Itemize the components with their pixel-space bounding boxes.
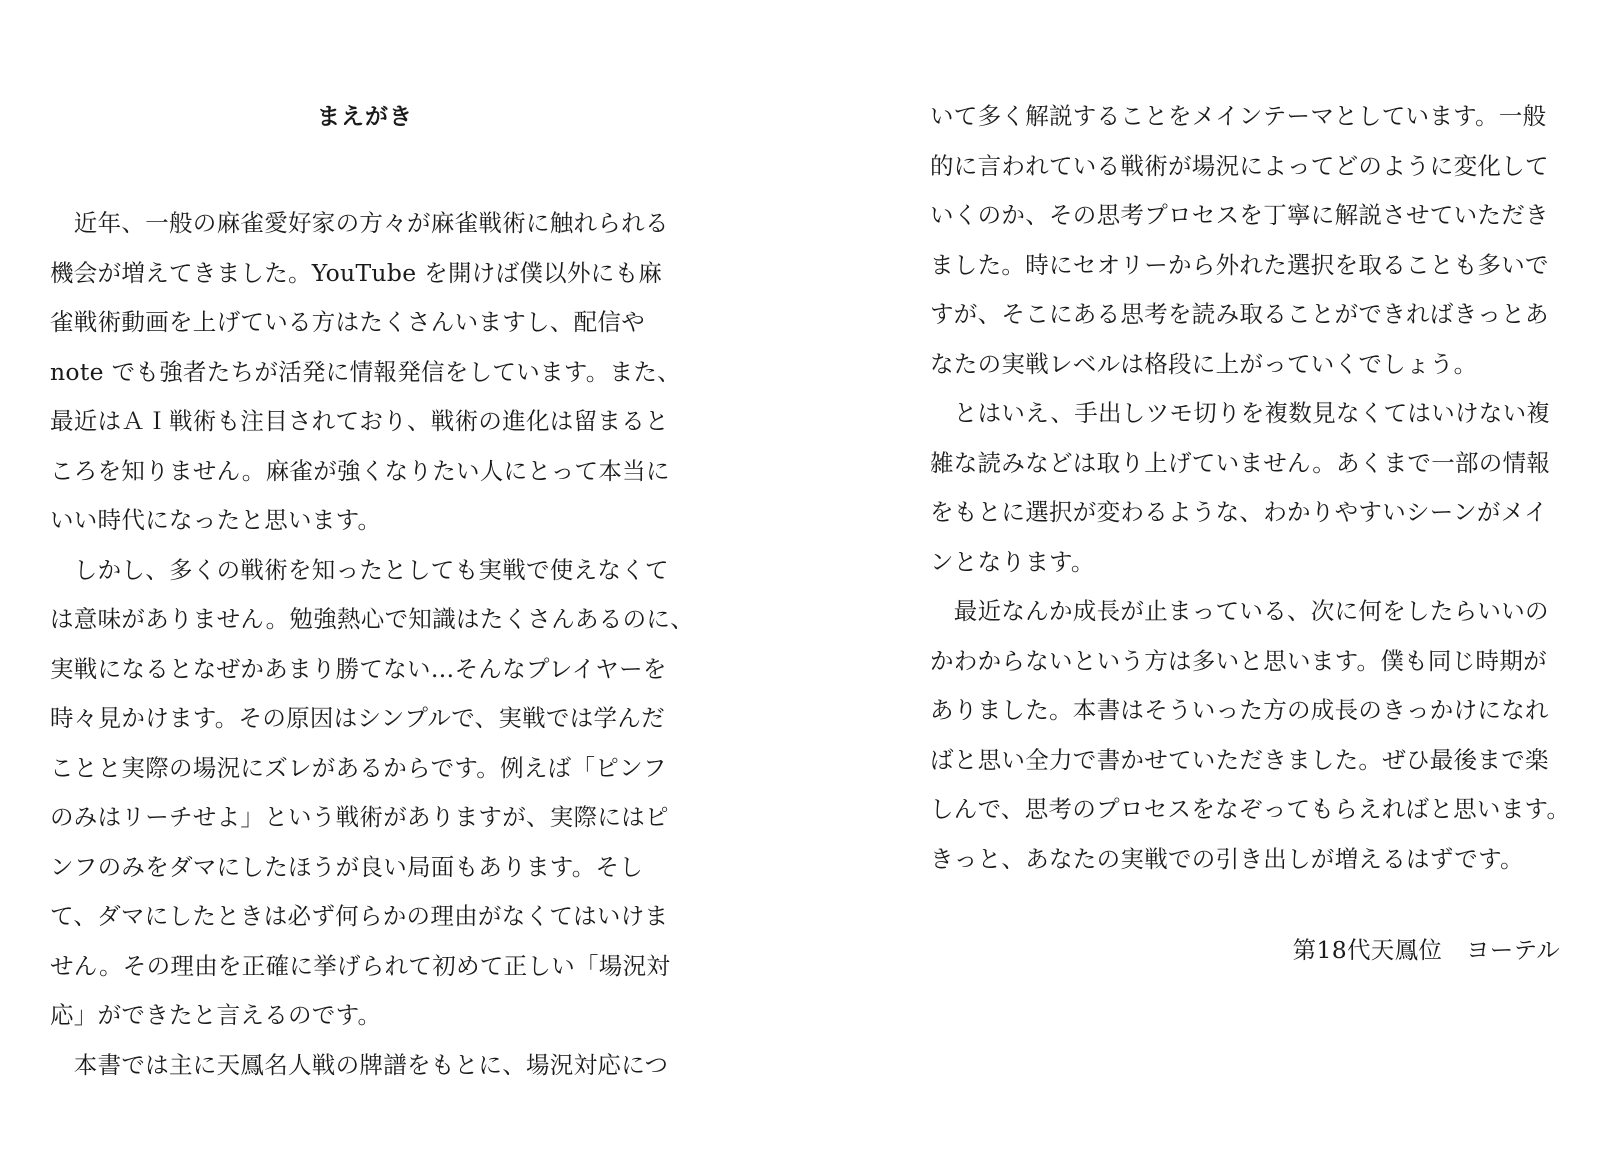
text-line: 実戦になるとなぜかあまり勝てない…そんなプレイヤーを: [50, 654, 667, 683]
text-line: note でも強者たちが活発に情報発信をしています。また、: [50, 357, 681, 386]
text-line: しんで、思考のプロセスをなぞってもらえればと思います。: [930, 795, 1571, 823]
text-line: 最近はＡＩ戦術も注目されており、戦術の進化は留まると: [50, 407, 669, 435]
text-line: は意味がありません。勉強熱心で知識はたくさんあるのに、: [50, 605, 695, 633]
author-signature: 第18代天鳳位 ヨーテル: [1292, 936, 1560, 964]
text-line: のみはリーチせよ」という戦術がありますが、実際にはピ: [50, 803, 669, 831]
text-line: 雑な読みなどは取り上げていません。あくまで一部の情報: [930, 448, 1551, 477]
text-line: いい時代になったと思います。: [50, 506, 382, 534]
right-page-body: [930, 92, 1571, 884]
text-line: ありました。本書はそういった方の成長のきっかけになれ: [930, 696, 1549, 724]
preface-heading: まえがき: [317, 104, 413, 130]
text-line: すが、そこにある思考を読み取ることができればきっとあ: [930, 300, 1549, 328]
text-line: かわからないという方は多いと思います。僕も同じ時期が: [930, 646, 1547, 675]
text-line: いて多く解説することをメインテーマとしています。一般: [930, 102, 1547, 130]
text-line: ことと実際の場況にズレがあるからです。例えば「ピンフ: [50, 753, 667, 782]
text-line: 時々見かけます。その原因はシンプルで、実戦では学んだ: [50, 704, 665, 732]
text-line: をもとに選択が変わるような、わかりやすいシーンがメイ: [930, 498, 1548, 526]
text-line: 応」ができたと言えるのです。: [50, 1001, 382, 1029]
text-line: なたの実戦レベルは格段に上がっていくでしょう。: [930, 349, 1478, 378]
text-line: 雀戦術動画を上げている方はたくさんいますし、配信や: [50, 308, 645, 336]
text-line: ました。時にセオリーから外れた選択を取ることも多いで: [930, 250, 1549, 279]
text-line: しかし、多くの戦術を知ったとしても実戦で使えなくて: [50, 555, 669, 584]
text-line: 機会が増えてきました。YouTube を開けば僕以外にも麻: [50, 258, 663, 287]
text-line: ンとなります。: [930, 547, 1095, 576]
text-line: せん。その理由を正確に挙げられて初めて正しい「場況対: [50, 951, 671, 980]
text-line: 最近なんか成長が止まっている、次に何をしたらいいの: [930, 597, 1549, 625]
text-line: きっと、あなたの実戦での引き出しが増えるはずです。: [930, 844, 1524, 873]
left-page-body: [50, 199, 695, 1090]
text-line: て、ダマにしたときは必ず何らかの理由がなくてはいけま: [50, 902, 669, 930]
text-line: とはいえ、手出しツモ切りを複数見なくてはいけない複: [930, 399, 1551, 427]
text-line: ンフのみをダマにしたほうが良い局面もあります。そし: [50, 852, 644, 881]
text-line: 的に言われている戦術が場況によってどのように変化して: [930, 151, 1549, 180]
text-line: いくのか、その思考プロセスを丁寧に解説させていただき: [930, 201, 1549, 229]
text-line: ころを知りません。麻雀が強くなりたい人にとって本当に: [50, 456, 670, 485]
text-line: 本書では主に天鳳名人戦の牌譜をもとに、場況対応につ: [50, 1050, 669, 1079]
text-line: 近年、一般の麻雀愛好家の方々が麻雀戦術に触れられる: [50, 209, 669, 237]
text-line: ばと思い全力で書かせていただきました。ぜひ最後まで楽: [930, 745, 1549, 774]
